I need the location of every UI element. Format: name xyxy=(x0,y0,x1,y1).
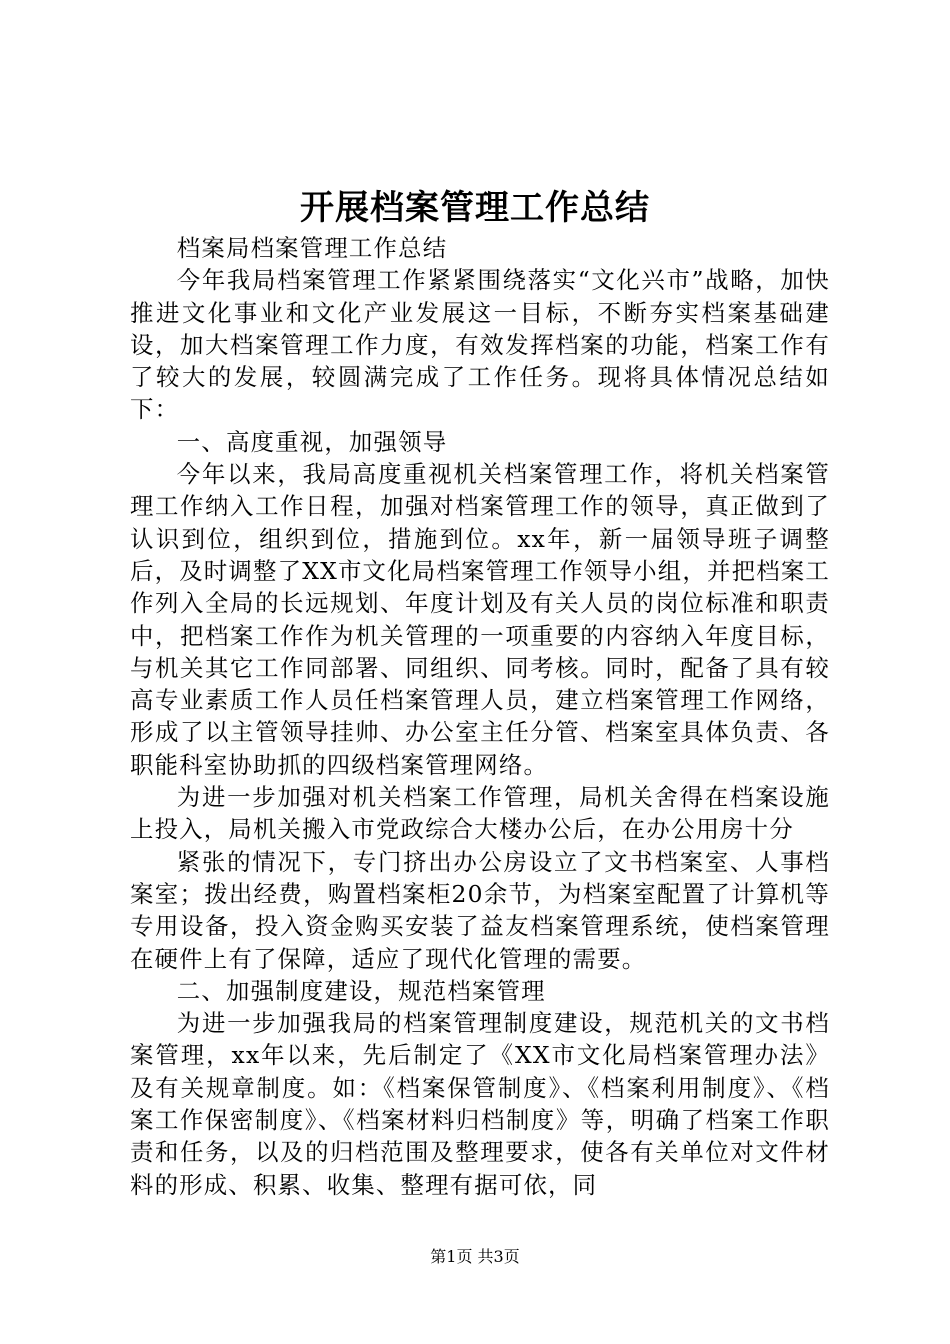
paragraph-intro: 今年我局档案管理工作紧紧围绕落实“文化兴市”战略，加快推进文化事业和文化产业发展这一目标，不断夯实档案基础建设，加大档案管理工作力度，有效发挥档案的功能，档案工作有了较大的发展，较圆满完成了工作任务。现将具体情况总结如下： xyxy=(130,266,830,424)
section-heading-1: 一、高度重视，加强领导 xyxy=(176,427,448,456)
paragraph-facilities: 为进一步加强对机关档案工作管理，局机关舍得在档案设施上投入，局机关搬入市党政综合大楼办公后，在办公用房十分 xyxy=(130,783,830,844)
section-heading-2: 二、加强制度建设，规范档案管理 xyxy=(176,976,546,1005)
page-number-footer: 第1页 共3页 xyxy=(430,1247,520,1266)
paragraph-section-2: 为进一步加强我局的档案管理制度建设，规范机关的文书档案管理，xx年以来，先后制定了《XX市文化局档案管理办法》及有关规章制度。如：《档案保管制度》、《档案利用制度》、《档案工作保密制度》、《档案材料归档制度》等，明确了档案工作职责和任务，以及的归档范围及整理要求，使各有关单位对文件材料的形成、积累、收集、整理有据可依，同 xyxy=(130,1009,830,1199)
paragraph-facilities-cont: 紧张的情况下，专门挤出办公房设立了文书档案室、人事档案室；拨出经费，购置档案柜20余节，为档案室配置了计算机等专用设备，投入资金购买安装了益友档案管理系统，使档案管理在硬件上有了保障，适应了现代化管理的需要。 xyxy=(130,847,830,973)
paragraph-section-1: 今年以来，我局高度重视机关档案管理工作，将机关档案管理工作纳入工作日程，加强对档案管理工作的领导，真正做到了认识到位，组织到位，措施到位。xx年，新一届领导班子调整后，及时调整了XX市文化局档案管理工作领导小组，并把档案工作列入全局的长远规划、年度计划及有关人员的岗位标准和职责中，把档案工作作为机关管理的一项重要的内容纳入年度目标，与机关其它工作同部署、同组织、同考核。同时，配备了具有较高专业素质工作人员任档案管理人员，建立档案管理工作网络，形成了以主管领导挂帅、办公室主任分管、档案室具体负责、各职能科室协助抓的四级档案管理网络。 xyxy=(130,460,830,779)
document-title: 开展档案管理工作总结 xyxy=(300,188,650,228)
document-body xyxy=(130,232,830,1201)
paragraph-subtitle: 档案局档案管理工作总结 xyxy=(176,234,448,262)
